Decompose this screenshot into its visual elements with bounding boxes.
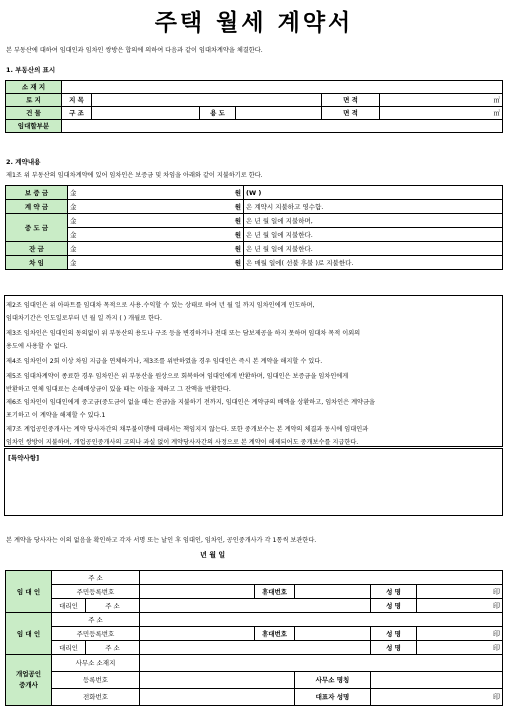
building-area-label: 면 적: [322, 107, 380, 120]
clause-line: 반환하고 연체 임대료는 손해배상금이 있을 때는 이들을 제하고 그 잔액을 반환한다.: [6, 386, 231, 393]
document-title: 주택 월세 계약서: [154, 10, 354, 36]
parties-table: [5, 570, 503, 706]
land-type-field[interactable]: [92, 94, 322, 107]
balance-text: 은 년 월 일에 지불한다.: [244, 242, 503, 256]
lessor-label: 임 대 인: [6, 571, 52, 613]
use-label: 용 도: [200, 107, 236, 120]
lessee-name-label: 성 명: [371, 627, 417, 641]
intro-text: 본 부동산에 대하여 임대인과 임차인 쌍방은 합의에 의하여 다음과 같이 임대차계약을 체결한다.: [6, 47, 263, 54]
use-field[interactable]: [236, 107, 322, 120]
lessee-agent-addr-label: 주 소: [86, 641, 140, 655]
lessor-mobile-label: 휴대번호: [255, 585, 295, 599]
interim-payment-amount-1[interactable]: 金 원: [68, 214, 244, 228]
interim-payment-text-2: 은 년 월 일에 지불한다.: [244, 228, 503, 242]
clause-line: 제4조 임차인이 2회 이상 차임 지급을 연체하거나, 제3조를 위반하였을 경우 임대인은 즉시 본 계약을 해지할 수 있다.: [6, 358, 323, 365]
clause-line: 제6조 임차인이 임대인에게 중고금(중도금이 없을 때는 잔금)을 지불하기 전까지, 임대인은 계약금의 배액을 상환하고, 임차인은 계약금을: [6, 399, 375, 406]
rent-part-field[interactable]: [62, 120, 503, 133]
broker-seal[interactable]: 印: [371, 689, 503, 706]
clause1-text: 제1조 위 부동산의 임대차계약에 있어 임차인은 보증금 및 차임을 아래와 같이 지불하기로 한다.: [6, 172, 263, 179]
section2-heading: 2. 계약내용: [6, 158, 41, 166]
lessor-agent-name-label: 성 명: [371, 599, 417, 613]
lessor-agent-addr-field[interactable]: [140, 599, 371, 613]
date-line: 년 월 일: [200, 551, 226, 559]
interim-payment-label: 중 도 금: [6, 214, 68, 242]
lessee-agent-name-label: 성 명: [371, 641, 417, 655]
lessor-reg-label: 주민등록번호: [52, 585, 140, 599]
lessor-reg-field[interactable]: [140, 585, 255, 599]
lessee-seal[interactable]: 印: [417, 627, 503, 641]
contract-payment-amount[interactable]: 金 원: [68, 200, 244, 214]
broker-phone-label: 전화번호: [52, 689, 140, 706]
clause-line: 제5조 임대차계약이 종료한 경우 임차인은 위 부동산을 원상으로 회복하여 임대인에게 반환하며, 임대인은 보증금을 임차인에게: [6, 373, 349, 380]
clause-line: 임차인 쌍방이 지불하며, 개업공인중개사의 고의나 과실 없이 계약당사자간의 사정으로 본 계약이 해제되어도 중개보수를 지급한다.: [6, 439, 359, 446]
rent-text: 은 매월 일에( 선불 후불 )로 지불한다.: [244, 256, 503, 270]
rent-label: 차 임: [6, 256, 68, 270]
lessee-reg-label: 주민등록번호: [52, 627, 140, 641]
special-terms-label: [특약사항]: [8, 454, 40, 462]
clause-line: 임대차기간은 인도일로부터 년 월 일 까지 ( ) 개월로 한다.: [6, 315, 162, 322]
broker-office-addr-label: 사무소 소재지: [52, 655, 140, 672]
broker-office-name-label: 사무소 명칭: [295, 672, 371, 689]
lessee-address-label: 주 소: [52, 613, 140, 627]
contract-payment-label: 계 약 금: [6, 200, 68, 214]
lessee-agent-seal[interactable]: 印: [417, 641, 503, 655]
interim-payment-text-1: 은 년 월 일에 지불하며,: [244, 214, 503, 228]
broker-label: 개업공인 중개사: [6, 655, 52, 706]
clause-line: 용도에 사용할 수 없다.: [6, 343, 68, 350]
lessor-agent-addr-label: 주 소: [86, 599, 140, 613]
rent-amount[interactable]: 金 원: [68, 256, 244, 270]
balance-amount[interactable]: 金 원: [68, 242, 244, 256]
lessee-address-field[interactable]: [140, 613, 503, 627]
broker-reg-label: 등록번호: [52, 672, 140, 689]
land-area-field[interactable]: ㎡: [380, 94, 503, 107]
lessee-label: 임 대 인: [6, 613, 52, 655]
clause-line: 제7조 계업공인중개사는 계약 당사자간의 채무불이행에 대해서는 책임지지 않는다. 또한 중개보수는 본 계약의 체결과 동시에 임대인과: [6, 426, 369, 433]
deposit-amount[interactable]: 金 원: [68, 186, 244, 200]
land-label: 토 지: [6, 94, 62, 107]
deposit-text: (W ): [244, 186, 503, 200]
structure-field[interactable]: [92, 107, 200, 120]
contract-payment-text: 은 계약시 지불하고 영수함.: [244, 200, 503, 214]
lessor-agent-label: 대리인: [52, 599, 86, 613]
lessor-address-label: 주 소: [52, 571, 140, 585]
lessee-agent-label: 대리인: [52, 641, 86, 655]
lessor-mobile-field[interactable]: [295, 585, 371, 599]
land-type-label: 지 목: [62, 94, 92, 107]
rent-part-label: 임대할부분: [6, 120, 62, 133]
lessor-name-label: 성 명: [371, 585, 417, 599]
special-terms-box[interactable]: [4, 448, 503, 516]
lessee-mobile-field[interactable]: [295, 627, 371, 641]
lessor-seal[interactable]: 印: [417, 585, 503, 599]
clause-line: 제2조 임대인은 위 아파트를 임대차 목적으로 사용․수익할 수 있는 상태로 하여 년 월 일 까지 임차인에게 인도하며,: [6, 302, 315, 309]
broker-phone-field[interactable]: [140, 689, 295, 706]
structure-label: 구 조: [62, 107, 92, 120]
broker-reg-field[interactable]: [140, 672, 295, 689]
broker-office-name-field[interactable]: [371, 672, 503, 689]
confirm-text: 본 계약을 당사자는 이의 없음을 확인하고 각자 서명 또는 날인 후 임대인, 임차인, 공인중개사가 각 1통씩 보관한다.: [6, 537, 317, 544]
lessor-agent-seal[interactable]: 印: [417, 599, 503, 613]
broker-rep-name-label: 대표자 성명: [295, 689, 371, 706]
interim-payment-amount-2[interactable]: 金 원: [68, 228, 244, 242]
lessee-reg-field[interactable]: [140, 627, 255, 641]
clause-line: 포기하고 이 계약을 해제할 수 있다.1: [6, 412, 106, 419]
lessee-mobile-label: 휴대번호: [255, 627, 295, 641]
lessor-address-field[interactable]: [140, 571, 503, 585]
broker-office-addr-field[interactable]: [140, 655, 503, 672]
payment-table: [5, 185, 503, 270]
balance-label: 잔 금: [6, 242, 68, 256]
building-area-field[interactable]: ㎡: [380, 107, 503, 120]
section1-heading: 1. 부동산의 표시: [6, 66, 56, 74]
land-area-label: 면 적: [322, 94, 380, 107]
clause-line: 제3조 임차인은 임대인의 동의없이 위 부동산의 용도나 구조 등을 변경하거나 전대 또는 담보제공을 하지 못하며 임대차 목적 이외의: [6, 330, 361, 337]
location-field[interactable]: [62, 81, 503, 94]
lessee-agent-addr-field[interactable]: [140, 641, 371, 655]
location-label: 소 재 지: [6, 81, 62, 94]
building-label: 건 물: [6, 107, 62, 120]
deposit-label: 보 증 금: [6, 186, 68, 200]
property-table: [5, 80, 503, 133]
